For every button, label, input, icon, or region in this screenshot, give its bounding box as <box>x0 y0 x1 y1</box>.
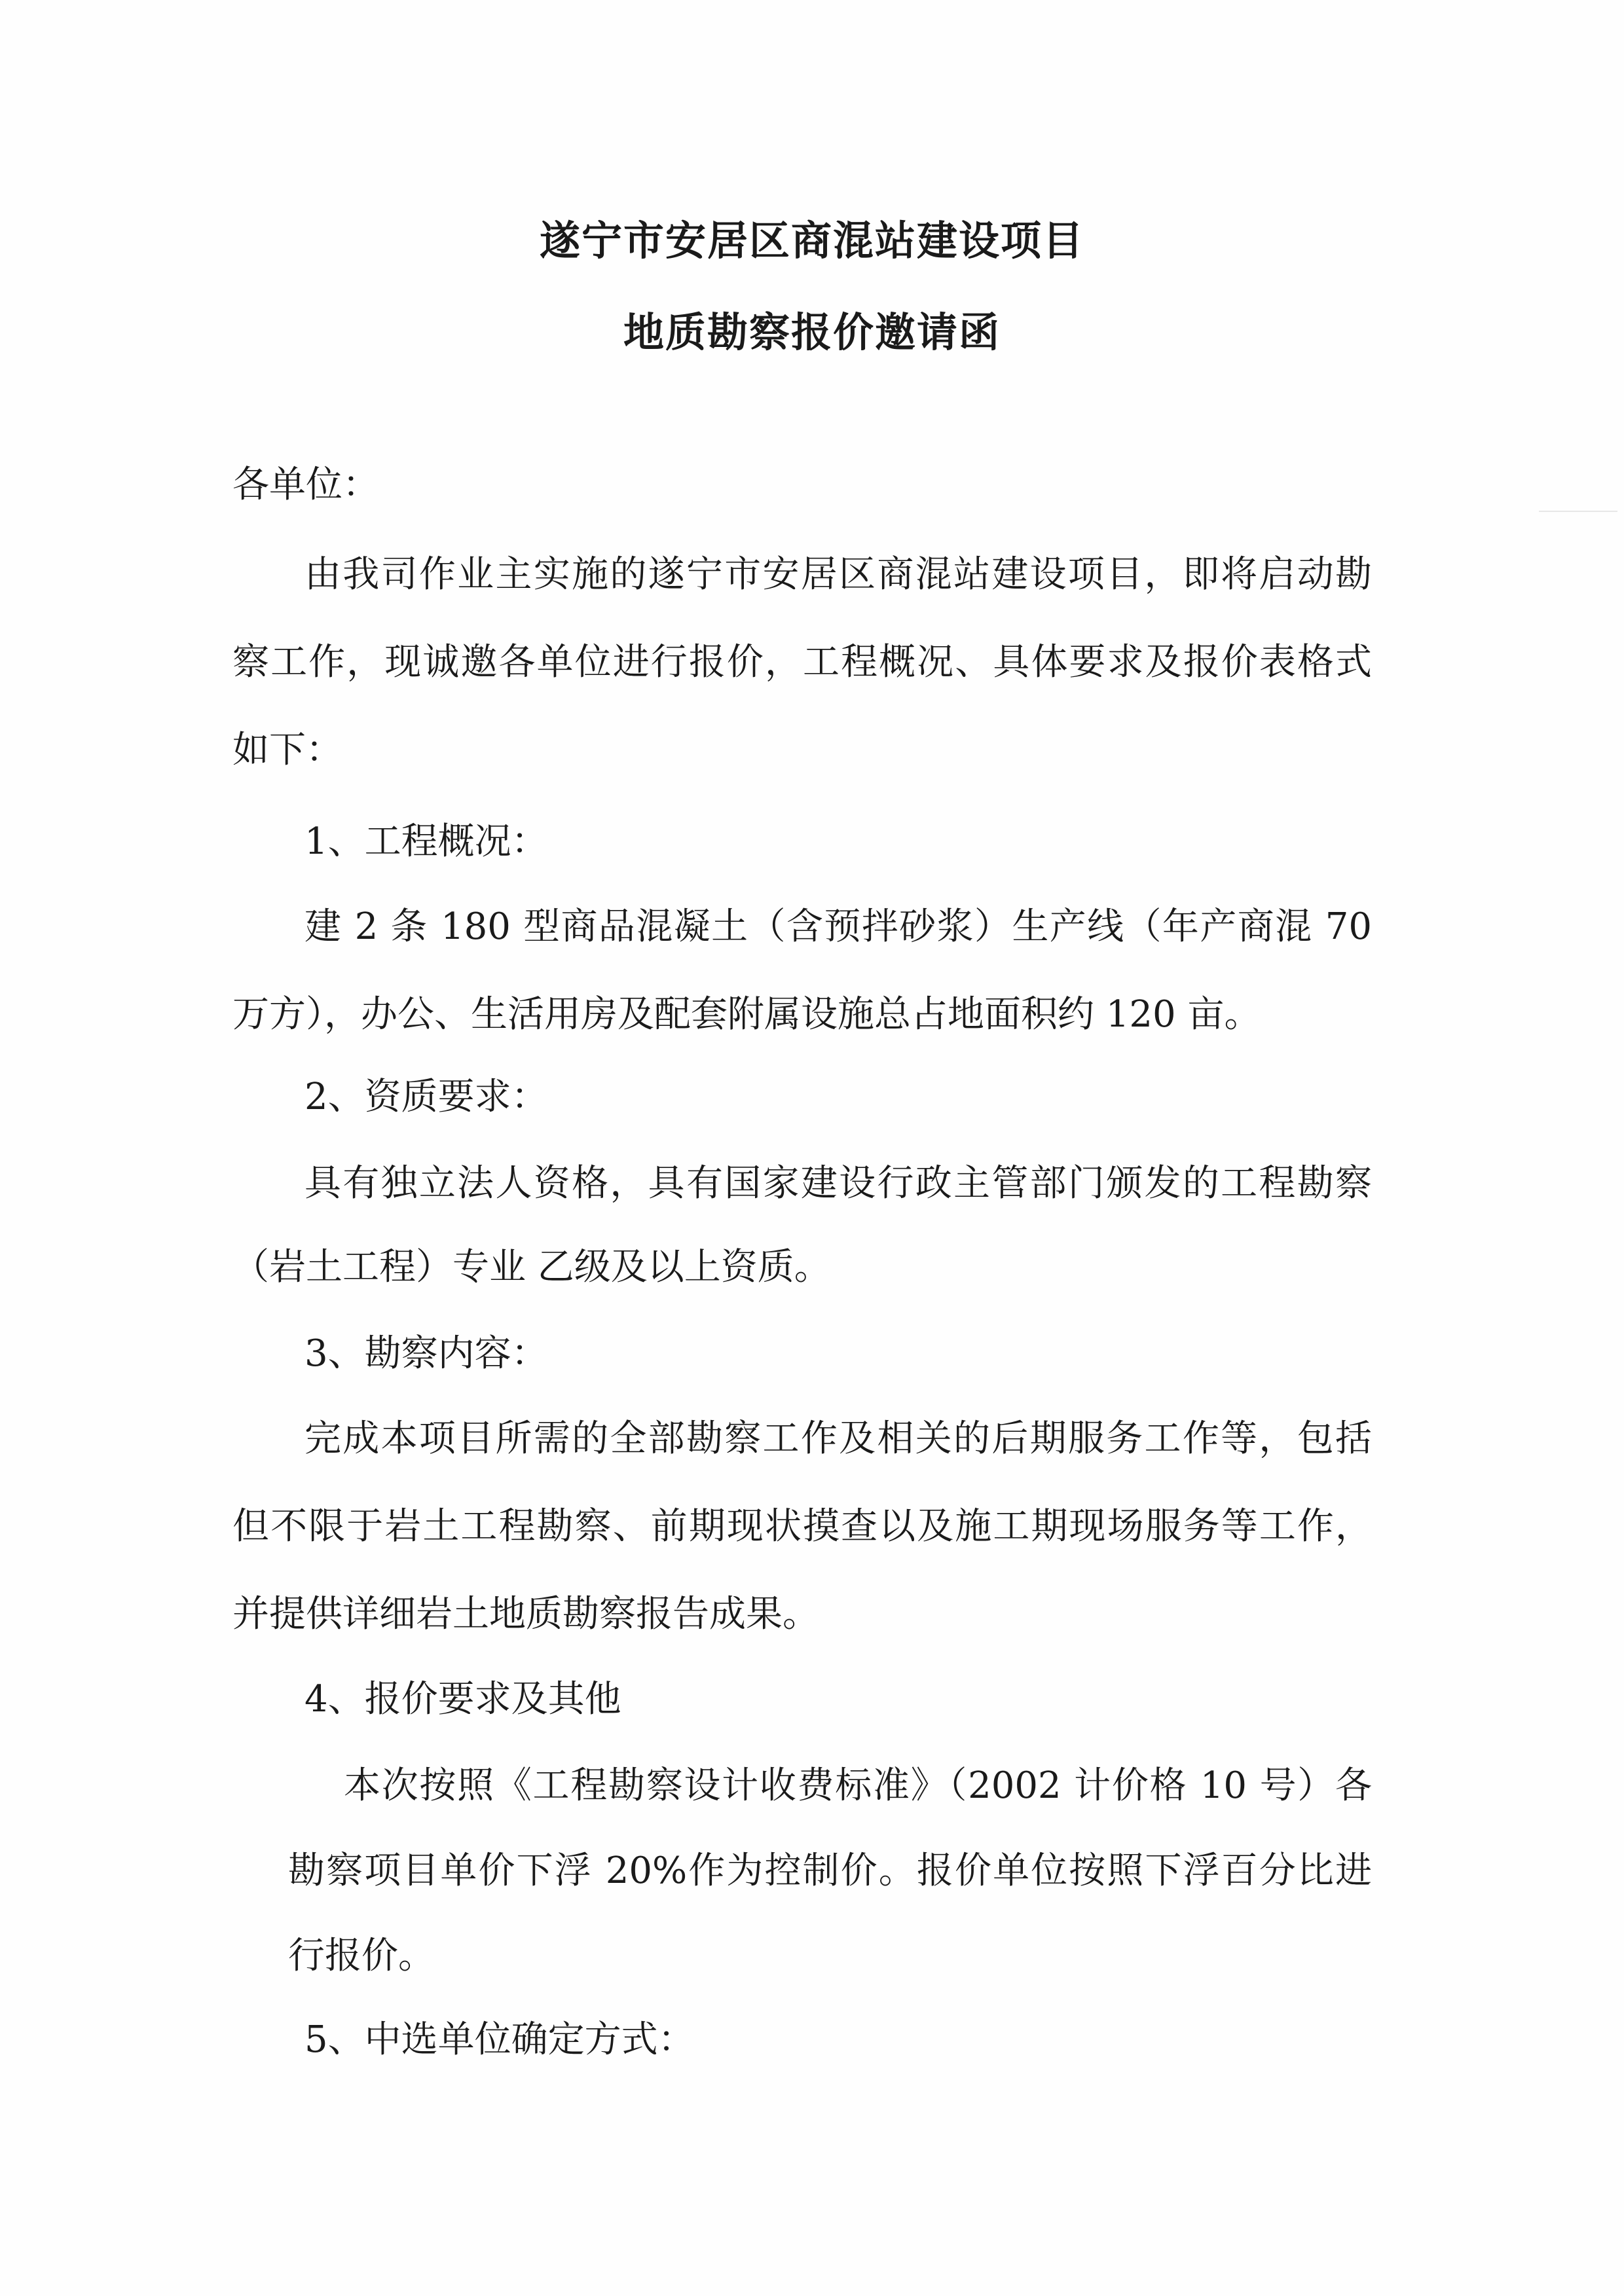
section-1-line-1: 建 2 条 180 型商品混凝土（含预拌砂浆）生产线（年产商混 70 <box>304 905 1372 948</box>
section-2-line-2: （岩土工程）专业 乙级及以上资质。 <box>232 1246 831 1288</box>
salutation: 各单位： <box>232 464 379 506</box>
section-3-line-2: 但不限于岩土工程勘察、前期现状摸查以及施工期现场服务等工作， <box>232 1505 1372 1548</box>
section-3-heading: 3、勘察内容： <box>304 1332 548 1375</box>
section-4-line-2: 勘察项目单价下浮 20%作为控制价。报价单位按照下浮百分比进 <box>288 1850 1372 1892</box>
section-2-line-1: 具有独立法人资格，具有国家建设行政主管部门颁发的工程勘察 <box>304 1162 1372 1205</box>
document-title-line2: 地质勘察报价邀请函 <box>623 308 1001 356</box>
section-3-line-3: 并提供详细岩土地质勘察报告成果。 <box>232 1593 819 1635</box>
section-1-heading: 1、工程概况： <box>304 820 548 863</box>
document-title-line1: 遂宁市安居区商混站建设项目 <box>539 217 1084 264</box>
section-1-line-2: 万方），办公、生活用房及配套附属设施总占地面积约 120 亩。 <box>232 993 1261 1036</box>
section-4-line-1: 本次按照《工程勘察设计收费标准》（2002 计价格 10 号）各 <box>344 1764 1372 1807</box>
section-4-line-3: 行报价。 <box>288 1935 435 1977</box>
scan-artifact <box>1539 511 1617 512</box>
intro-line-2: 察工作，现诚邀各单位进行报价，工程概况、具体要求及报价表格式 <box>232 641 1372 683</box>
section-5-heading: 5、中选单位确定方式： <box>304 2018 695 2061</box>
section-2-heading: 2、资质要求： <box>304 1076 548 1118</box>
intro-line-3: 如下： <box>232 729 342 771</box>
section-4-heading: 4、报价要求及其他 <box>304 1678 621 1721</box>
section-3-line-1: 完成本项目所需的全部勘察工作及相关的后期服务工作等，包括 <box>304 1417 1372 1460</box>
intro-line-1: 由我司作业主实施的遂宁市安居区商混站建设项目，即将启动勘 <box>304 553 1372 596</box>
